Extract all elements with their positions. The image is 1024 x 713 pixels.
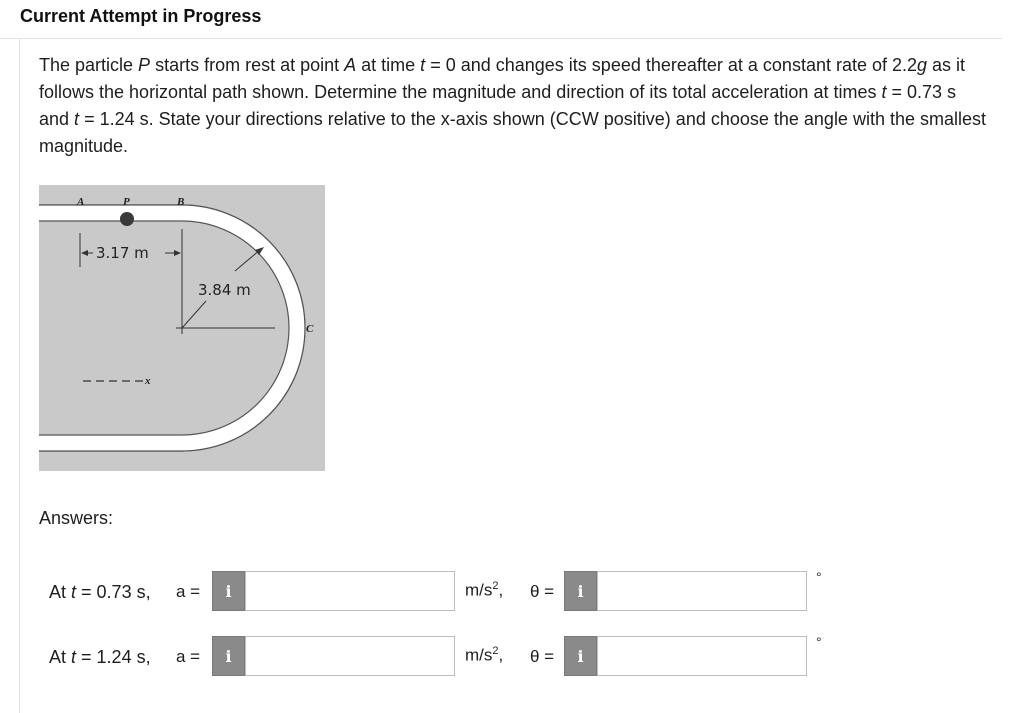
question-segment: starts from rest at point <box>150 55 345 75</box>
acceleration-input[interactable] <box>245 571 455 611</box>
question-var-a: A <box>344 55 357 75</box>
info-button-theta[interactable]: i <box>564 571 597 611</box>
a-label: a = <box>176 647 201 666</box>
unit-exponent: 2 <box>492 580 499 592</box>
angle-input[interactable] <box>597 571 807 611</box>
question-segment: The particle <box>39 55 139 75</box>
unit-label <box>465 580 503 601</box>
label-b: B <box>177 196 185 208</box>
time-var: t <box>71 647 77 667</box>
info-button-theta[interactable]: i <box>564 636 597 676</box>
dim-arrowhead-left <box>81 250 88 256</box>
question-var-t: t <box>74 109 80 129</box>
theta-label: θ = <box>530 582 555 601</box>
theta-label: θ = <box>530 647 555 666</box>
label-p: P <box>123 196 130 208</box>
page-title: Current Attempt in Progress <box>20 6 262 26</box>
question-segment: as it follows the horizontal path shown. Determine the magnitude and direction of its total acceleration at times <box>39 55 966 102</box>
unit-text: m/s <box>465 645 493 665</box>
time-prefix: At <box>49 647 72 667</box>
unit-suffix: , <box>498 645 504 665</box>
degree-symbol: ° <box>816 569 822 585</box>
label-a: A <box>77 196 85 208</box>
path-diagram-svg <box>39 185 325 471</box>
label-x: x <box>145 375 151 387</box>
label-c: C <box>306 323 314 335</box>
acceleration-input[interactable] <box>245 636 455 676</box>
question-segment: = 0.73 s and <box>39 82 957 129</box>
info-button-a[interactable]: i <box>212 571 245 611</box>
radius-line-lower <box>182 301 206 328</box>
question-var-t: t <box>420 55 426 75</box>
dim-straight-label: 3.17 m <box>96 244 149 262</box>
header <box>0 0 1002 39</box>
question-segment: = 0 and changes its speed thereafter at a constant rate of 2.2 <box>425 55 918 75</box>
question-text <box>39 52 989 160</box>
unit-exponent: 2 <box>492 645 499 657</box>
particle-p <box>120 212 134 226</box>
question-var-t: t <box>881 82 887 102</box>
dim-arrowhead-right <box>174 250 181 256</box>
a-label: a = <box>176 582 201 601</box>
time-label <box>49 582 151 603</box>
degree-symbol: ° <box>816 634 822 650</box>
question-segment: at time <box>356 55 421 75</box>
unit-suffix: , <box>498 580 504 600</box>
time-prefix: At <box>49 582 72 602</box>
left-divider <box>19 38 20 713</box>
time-label <box>49 647 151 668</box>
angle-input[interactable] <box>597 636 807 676</box>
question-segment: = 1.24 s. State your directions relative to the x-axis shown (CCW positive) and choose the angle with the smallest magnitude. <box>39 109 986 156</box>
answers-label: Answers: <box>39 508 114 528</box>
unit-label <box>465 645 503 666</box>
path-diagram <box>39 185 325 471</box>
info-button-a[interactable]: i <box>212 636 245 676</box>
question-var-p: P <box>138 55 151 75</box>
unit-text: m/s <box>465 580 493 600</box>
time-var: t <box>71 582 77 602</box>
dim-radius-label: 3.84 m <box>198 281 251 299</box>
time-value: = 0.73 s, <box>76 582 151 602</box>
question-var-g: g <box>917 55 928 75</box>
time-value: = 1.24 s, <box>76 647 151 667</box>
